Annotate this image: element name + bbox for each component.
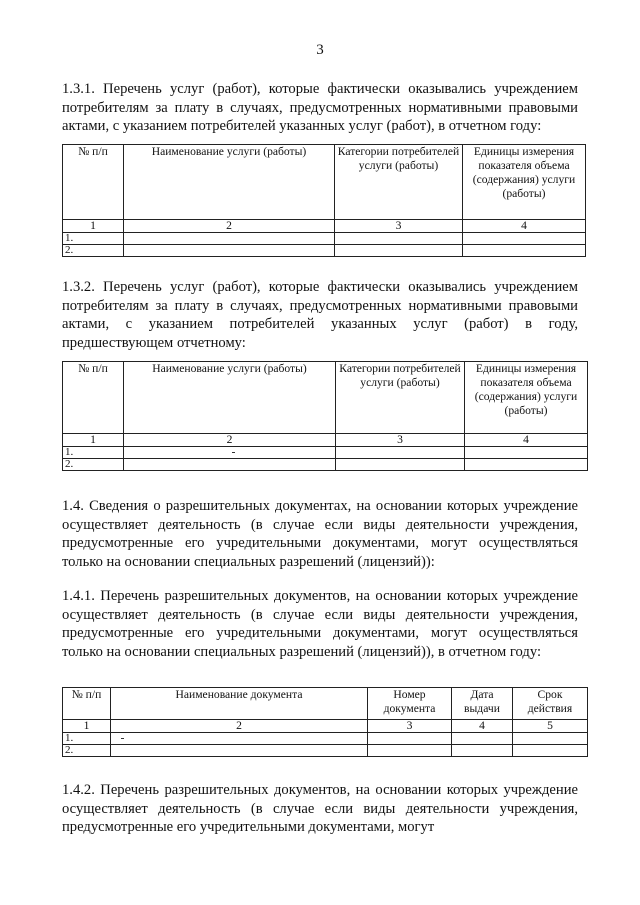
table-row — [63, 233, 586, 245]
section-1-4-1-text: 1.4.1. Перечень разрешительных документов, на основании которых учреждение осуществляет деятельность (в случае если виды деятельности учреждения, предусмотренные его учредительными документами, могут осуществляться только на основании специальных разрешений (лицензий)), в отчетном году: — [62, 588, 578, 660]
table-cell — [368, 733, 452, 745]
column-number: 1 — [63, 220, 124, 233]
table-cell — [124, 245, 335, 257]
table-header-row — [63, 688, 588, 720]
section-1-4-text: 1.4. Сведения о разрешительных документах, на основании которых учреждение осуществляет деятельность (в случае если виды деятельности учреждения, предусмотренные его учредительными документами, могут осуществляться только на основании специальных разрешений (лицензий)): — [62, 498, 578, 570]
column-number: 4 — [463, 220, 586, 233]
table-cell — [513, 745, 588, 757]
table-cell — [111, 745, 368, 757]
table-row — [63, 459, 588, 471]
header-cell: № п/п — [63, 688, 111, 720]
table-cell — [335, 245, 463, 257]
header-cell: Наименование документа — [111, 688, 368, 720]
column-number: 4 — [465, 434, 588, 447]
table-cell — [336, 447, 465, 459]
table-1-4-1 — [62, 687, 588, 757]
row-number: 2. — [63, 745, 111, 757]
table-cell — [452, 745, 513, 757]
column-number: 3 — [335, 220, 463, 233]
column-number: 3 — [368, 720, 452, 733]
column-number: 1 — [63, 720, 111, 733]
table-cell — [335, 233, 463, 245]
header-cell: Наименование услуги (работы) — [124, 362, 336, 434]
row-number: 2. — [63, 459, 124, 471]
table-cell — [465, 459, 588, 471]
table-cell — [465, 447, 588, 459]
header-cell: Срок действия — [513, 688, 588, 720]
header-cell: Дата выдачи — [452, 688, 513, 720]
table-cell — [336, 459, 465, 471]
table-header-row — [63, 145, 586, 220]
page-number: 3 — [316, 42, 324, 58]
section-1-4-2-text: 1.4.2. Перечень разрешительных документов, на основании которых учреждение осуществляет деятельность (в случае если виды деятельности учреждения, предусмотренные его учредительными документами, могут — [62, 782, 578, 836]
section-1-3-2-text: 1.3.2. Перечень услуг (работ), которые фактически оказывались учреждением потребителям за плату в случаях, предусмотренных нормативными правовыми актами, с указанием потребителей указанных услуг (работ) в году, предшествующем отчетному: — [62, 279, 578, 351]
column-number: 5 — [513, 720, 588, 733]
table-cell — [463, 245, 586, 257]
header-cell: Номер документа — [368, 688, 452, 720]
row-number: 1. — [63, 733, 111, 745]
table-cell — [111, 733, 368, 745]
column-number: 2 — [124, 434, 336, 447]
scan-mark — [232, 452, 235, 453]
table-cell — [513, 733, 588, 745]
row-number: 1. — [63, 233, 124, 245]
column-number: 3 — [336, 434, 465, 447]
column-number: 1 — [63, 434, 124, 447]
header-cell: № п/п — [63, 145, 124, 220]
table-header-row — [63, 362, 588, 434]
column-number: 2 — [111, 720, 368, 733]
column-number: 2 — [124, 220, 335, 233]
table-cell — [124, 447, 336, 459]
table-cell — [463, 233, 586, 245]
table-row — [63, 245, 586, 257]
column-number-row — [63, 434, 588, 447]
header-cell: № п/п — [63, 362, 124, 434]
column-number-row — [63, 720, 588, 733]
table-1-3-1 — [62, 144, 586, 257]
table-cell — [124, 233, 335, 245]
header-cell: Единицы измерения показателя объема (содержания) услуги (работы) — [465, 362, 588, 434]
row-number: 2. — [63, 245, 124, 257]
table-cell — [368, 745, 452, 757]
scan-mark — [121, 738, 124, 739]
table-cell — [124, 459, 336, 471]
section-1-3-1-text: 1.3.1. Перечень услуг (работ), которые фактически оказывались учреждением потребителям за плату в случаях, предусмотренных нормативными правовыми актами, с указанием потребителей указанных услуг (работ), в отчетном году: — [62, 81, 578, 135]
table-cell — [452, 733, 513, 745]
table-row — [63, 733, 588, 745]
column-number-row — [63, 220, 586, 233]
table-1-3-2 — [62, 361, 588, 471]
row-number: 1. — [63, 447, 124, 459]
header-cell: Наименование услуги (работы) — [124, 145, 335, 220]
table-row — [63, 447, 588, 459]
header-cell: Категории потребителей услуги (работы) — [336, 362, 465, 434]
header-cell: Единицы измерения показателя объема (содержания) услуги (работы) — [463, 145, 586, 220]
column-number: 4 — [452, 720, 513, 733]
header-cell: Категории потребителей услуги (работы) — [335, 145, 463, 220]
table-row — [63, 745, 588, 757]
